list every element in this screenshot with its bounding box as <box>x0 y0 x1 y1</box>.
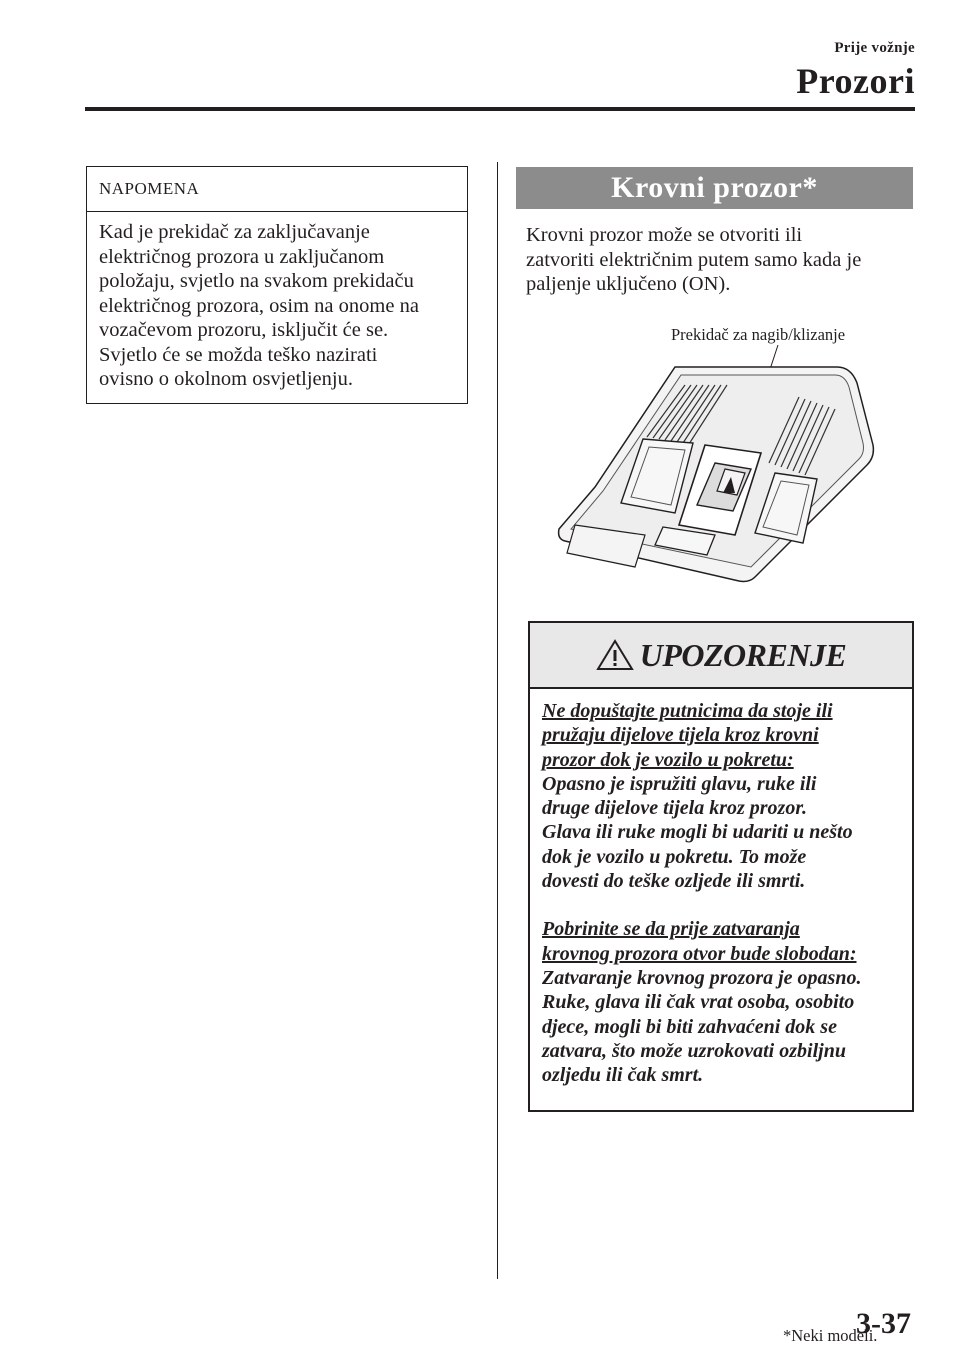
illustration-callout: Prekidač za nagib/klizanje <box>671 325 846 344</box>
warning-p1-heading: Ne dopuštajte putnicima da stoje ili pružaju dijelove tijela kroz krovni prozor dok je vozilo u pokretu: <box>542 700 833 771</box>
warning-body <box>530 689 912 1087</box>
warning-box <box>528 621 914 1112</box>
column-divider <box>497 162 498 1279</box>
page-title: Prozori <box>796 61 915 101</box>
overhead-console-illustration <box>555 345 875 585</box>
note-title: NAPOMENA <box>87 167 467 212</box>
warning-title: UPOZORENJE <box>639 636 847 673</box>
header-rule <box>85 107 915 111</box>
section-heading: Krovni prozor* <box>516 167 913 209</box>
note-body: Kad je prekidač za zaključavanje električnog prozora u zaključanom položaju, svjetlo na svakom prekidaču električnog prozora, osim na onome na vozačevom prozoru, isključit će se. Svjetlo će se možda teško nazirati ovisno o okolnom osvjetljenju. <box>99 221 419 390</box>
warning-header <box>530 623 912 689</box>
warning-p2-heading: Pobrinite se da prije zatvaranja krovnog prozora otvor bude slobodan: <box>542 918 857 965</box>
paragraph-gap <box>542 893 900 917</box>
warning-triangle-icon <box>596 639 634 671</box>
warning-p1-text: Opasno je ispružiti glavu, ruke ili druge dijelove tijela kroz prozor. Glava ili ruke mogli bi udariti u nešto dok je vozilo u pokretu. To može dovesti do teške ozljede ili smrti. <box>542 772 853 893</box>
page-number: 3-37 <box>856 1307 911 1340</box>
footnote: *Neki modeli. <box>783 1326 878 1345</box>
note-box <box>86 166 468 404</box>
warning-p2-text: Zatvaranje krovnog prozora je opasno. Ruke, glava ili čak vrat osoba, osobito djece, mogli bi biti zahvaćeni dok se zatvara, što može uzrokovati ozbiljnu ozljedu ili čak smrt. <box>542 966 862 1087</box>
section-intro: Krovni prozor može se otvoriti ili zatvoriti električnim putem samo kada je paljenje uključeno (ON). <box>526 224 862 295</box>
header-section-name: Prije vožnje <box>834 40 915 56</box>
